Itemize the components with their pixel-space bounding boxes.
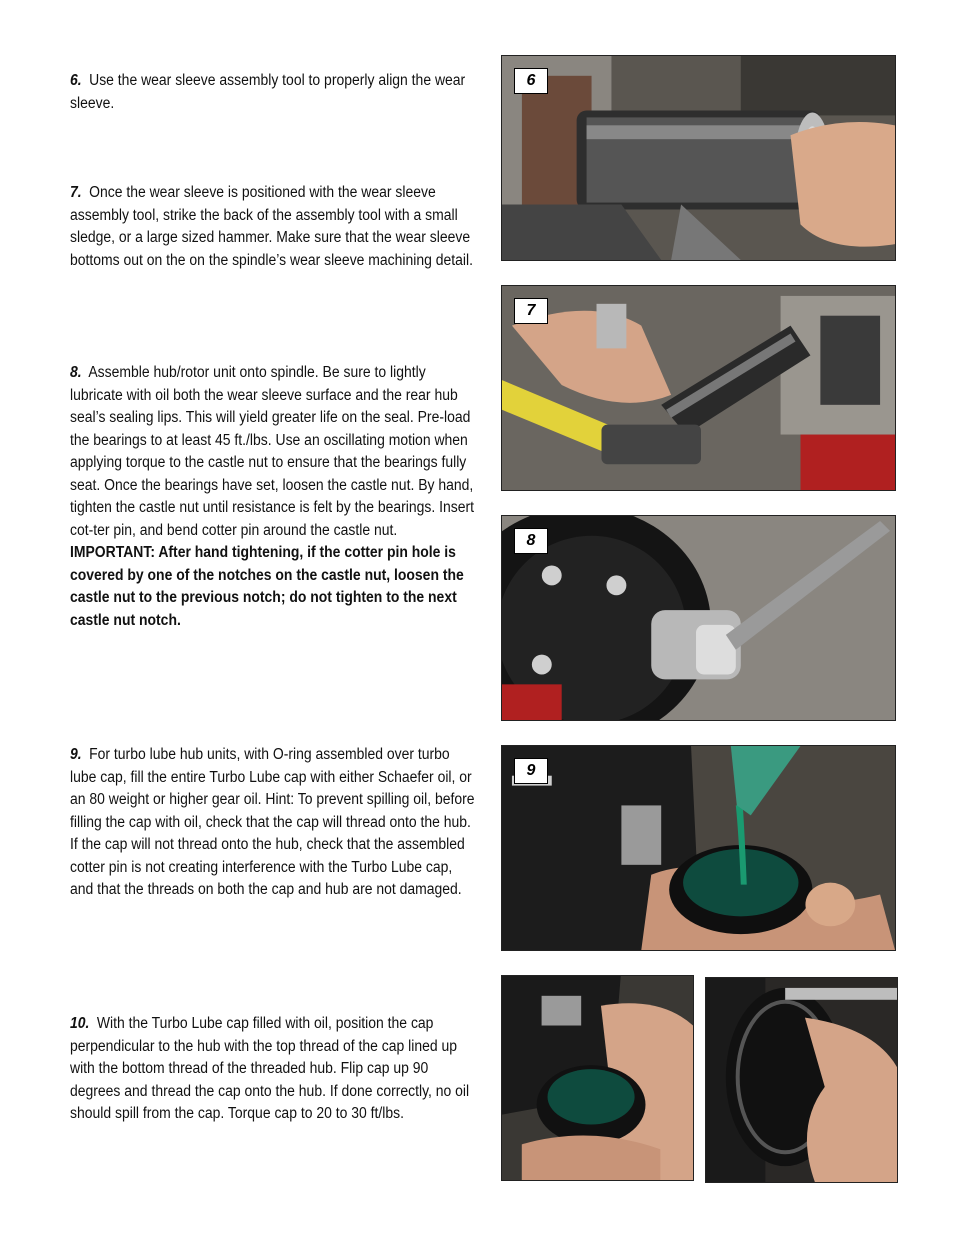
step-text: With the Turbo Lube cap filled with oil, position the cap perpendicular to the hub with the top thread of the cap lined up with the bottom thread of the threaded hub. Flip cap up 90 degrees and thread the cap onto the hub. If done correctly, no oil should spill from the cap. Torque cap to 20 to 30 ft/lbs. — [70, 1015, 470, 1122]
step-text: Once the wear sleeve is positioned with the wear sleeve assembly tool, strike the back of the assembly tool with a small sledge, or a large sized hammer. Make sure that the wear sleeve bottoms out on the on the spindle’s wear sleeve machining detail. — [70, 184, 474, 269]
photo-step-7 — [501, 285, 896, 491]
photo-7-image — [502, 286, 895, 490]
photo-step-8 — [501, 515, 896, 721]
step-text: Use the wear sleeve assembly tool to properly align the wear sleeve. — [70, 72, 466, 112]
step-number: 8. — [70, 364, 82, 381]
step-7 — [70, 182, 475, 272]
photo-9-image — [502, 746, 895, 950]
photo-8-label: 8 — [514, 528, 548, 554]
photo-6-label: 6 — [514, 68, 548, 94]
photo-7-label: 7 — [514, 298, 548, 324]
step-10 — [70, 1013, 475, 1126]
step-number: 7. — [70, 184, 82, 201]
step-text: For turbo lube hub units, with O-ring assembled over turbo lube cap, fill the entire Turbo Lube cap with either Schaefer oil, or an 80 weight or higher gear oil. Hint: To prevent spilling oil, before filling the cap with oil, check that the cap will thread onto the hub. If the cap will not thread onto the hub, check that the assembled cotter pin is not creating interference with the Turbo Lube cap, and that the threads on both the cap and hub are not damaged. — [70, 746, 475, 898]
photo-step-10b — [705, 977, 898, 1183]
step-6 — [70, 70, 475, 115]
step-number: 6. — [70, 72, 82, 89]
photo-10b-image — [706, 978, 897, 1182]
step-8 — [70, 362, 475, 632]
photo-6-image — [502, 56, 895, 260]
step-text: Assemble hub/rotor unit onto spindle. Be sure to lightly lubricate with oil both the wear sleeve surface and the rear hub seal’s sealing lips. This will yield greater life on the seal. Pre-load the bearings to at least 45 ft./lbs. Use an oscillating motion when applying torque to the castle nut to ensure that the bearings fully seat. Once the bearings have set, loosen the castle nut. By hand, tighten the castle nut until resistance is felt by the bearings. Insert cot-ter pin, and bend cotter pin around the castle nut. — [70, 364, 475, 539]
photo-step-6 — [501, 55, 896, 261]
photo-step-9 — [501, 745, 896, 951]
step-9 — [70, 744, 475, 902]
step-number: 10. — [70, 1015, 90, 1032]
photo-10a-image — [502, 976, 693, 1180]
photo-8-image — [502, 516, 895, 720]
photo-step-10a — [501, 975, 694, 1181]
step-number: 9. — [70, 746, 82, 763]
photo-9-label: 9 — [514, 758, 548, 784]
important-note: IMPORTANT: After hand tightening, if the cotter pin hole is covered by one of the notches on the castle nut, loosen the castle nut to the previous notch; do not tighten to the next castle nut notch. — [70, 544, 464, 629]
